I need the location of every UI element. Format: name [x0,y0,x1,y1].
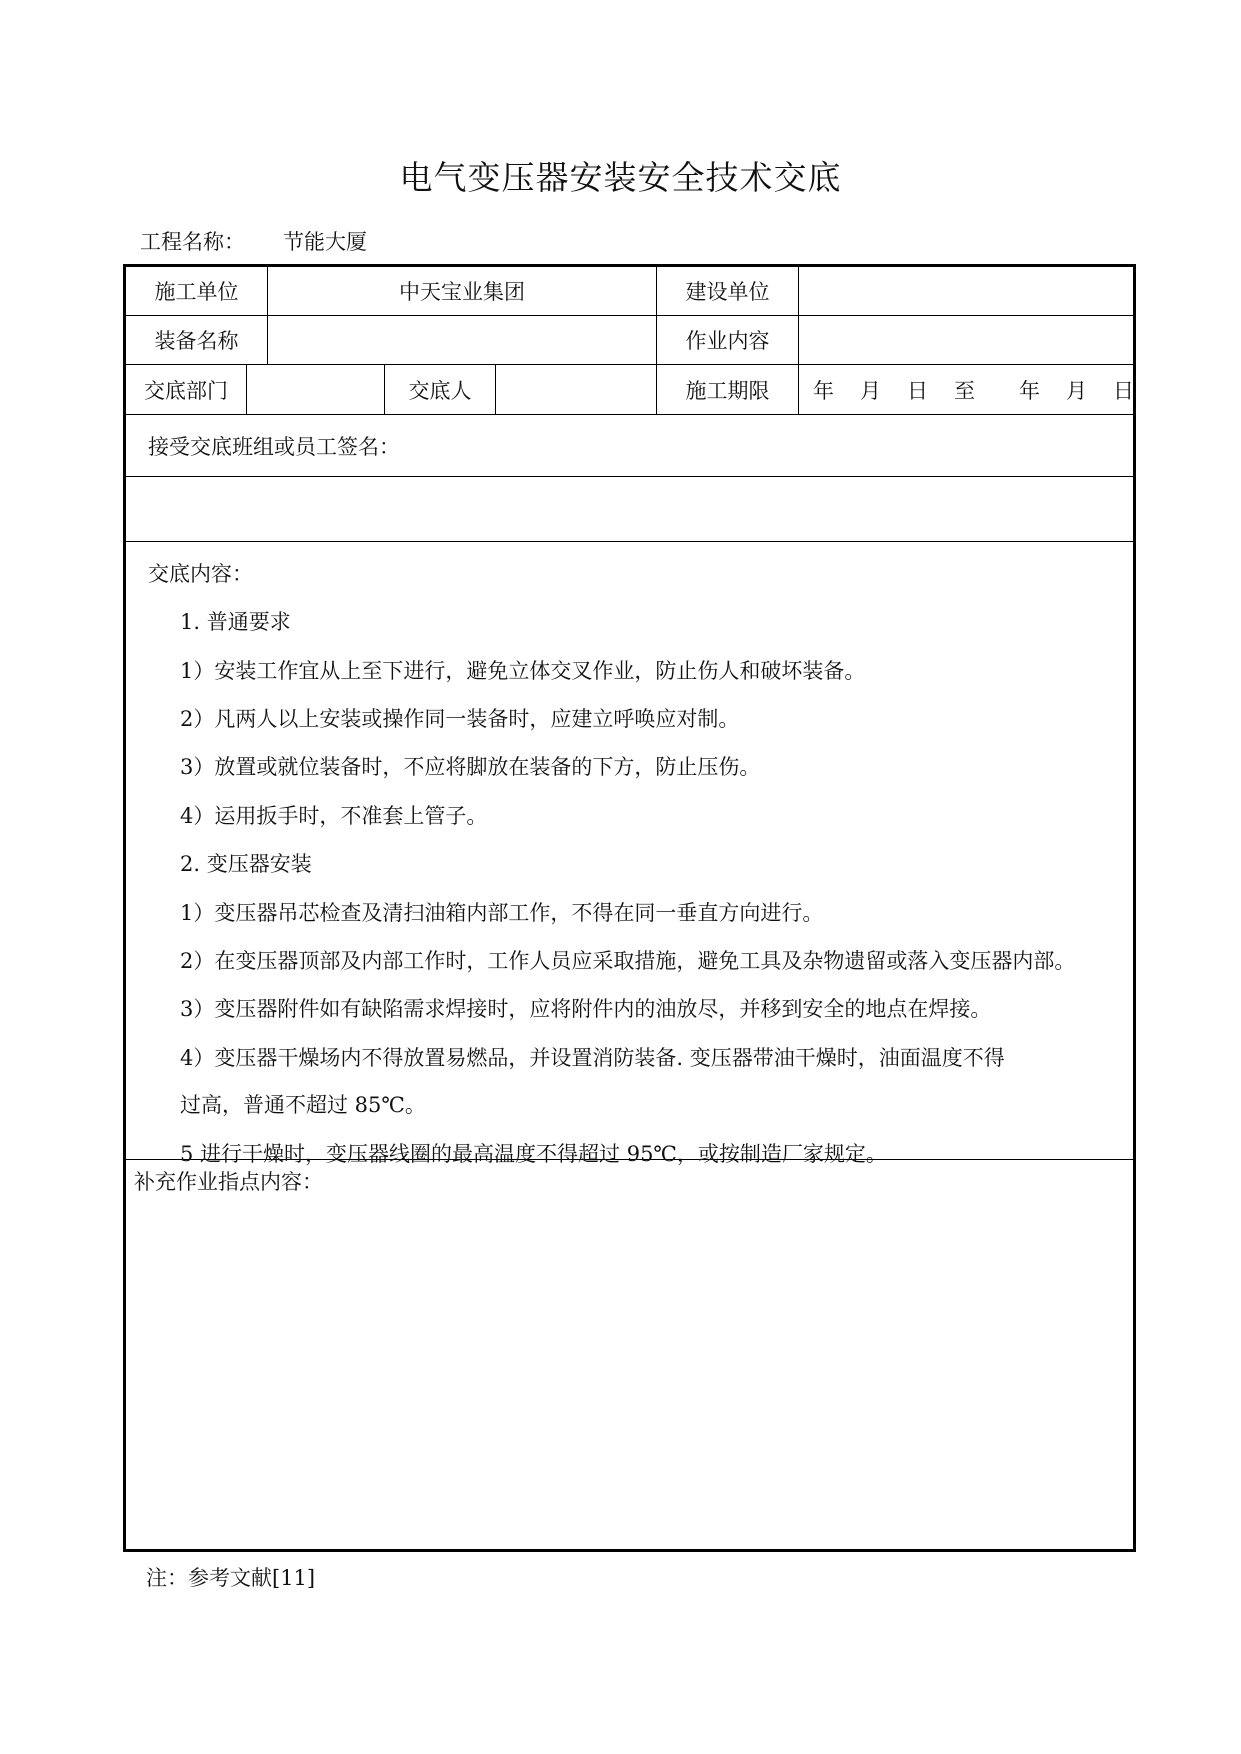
construction-unit-label: 施工单位 [154,280,239,304]
footnote: 注：参考文献[11] [146,1566,316,1590]
content-line: 3）放置或就位装备时，不应将脚放在装备的下方，防止压伤。 [180,755,761,779]
discloser-value [495,365,656,414]
date-month: 月 [1066,378,1087,403]
content-line: 3）变压器附件如有缺陷需求焊接时，应将附件内的油放尽，并移到安全的地点在焊接。 [180,997,992,1021]
date-to: 至 [954,378,975,403]
date-month: 月 [860,378,881,403]
content-line: 4）运用扳手时，不准套上管子。 [180,804,488,828]
table-row [126,316,1133,365]
build-unit-label: 建设单位 [656,267,798,315]
supplement-label: 补充作业指点内容： [134,1170,323,1194]
date-day: 日 [907,378,928,403]
disclosure-dept-value [246,365,384,414]
document-title: 电气变压器安装安全技术交底 [399,158,842,197]
content-line: 2）在变压器顶部及内部工作时，工作人员应采取措施，避免工具及杂物遗留或落入变压器内部。 [180,949,1076,973]
content-section [126,542,1133,1166]
disclosure-dept-label: 交底部门 [144,378,228,403]
date-year: 年 [1019,378,1040,403]
table-row [126,267,1133,316]
project-label: 工程名称： [140,230,245,254]
signature-label: 接受交底班组或员工签名： [148,434,400,459]
content-line: 过高，普通不超过 85℃。 [180,1093,426,1117]
content-line: 1）变压器吊芯检查及清扫油箱内部工作，不得在同一垂直方向进行。 [180,901,824,925]
date-year: 年 [813,378,834,403]
construction-period-label: 施工期限 [656,365,798,414]
build-unit-value [798,267,1133,315]
disclosure-table [123,264,1136,1552]
date-day: 日 [1113,378,1134,403]
construction-unit-value: 中天宝业集团 [267,267,656,315]
work-content-label: 作业内容 [656,316,798,364]
content-line: 1. 普通要求 [180,610,291,634]
content-line: 2）凡两人以上安装或操作同一装备时，应建立呼唤应对制。 [180,707,740,731]
project-value: 节能大厦 [283,230,367,254]
construction-period-value [798,365,1133,414]
work-content-value [798,316,1133,364]
content-line: 4）变压器干燥场内不得放置易燃品，并设置消防装备. 变压器带油干燥时，油面温度不得 [180,1046,1005,1070]
discloser-label: 交底人 [384,365,495,414]
signature-area [126,477,1133,542]
project-line [140,226,367,256]
supplement-section [126,1160,1133,1549]
content-line: 1）安装工作宜从上至下进行，避免立体交叉作业，防止伤人和破坏装备。 [180,659,866,683]
table-row [126,415,1133,477]
content-line: 2. 变压器安装 [180,852,312,876]
equipment-name-label: 装备名称 [154,329,239,353]
equipment-name-value [267,316,656,364]
content-line: 5 进行干燥时，变压器线圈的最高温度不得超过 95℃，或按制造厂家规定。 [180,1142,887,1166]
content-label: 交底内容： [148,562,253,586]
table-row [126,365,1133,415]
